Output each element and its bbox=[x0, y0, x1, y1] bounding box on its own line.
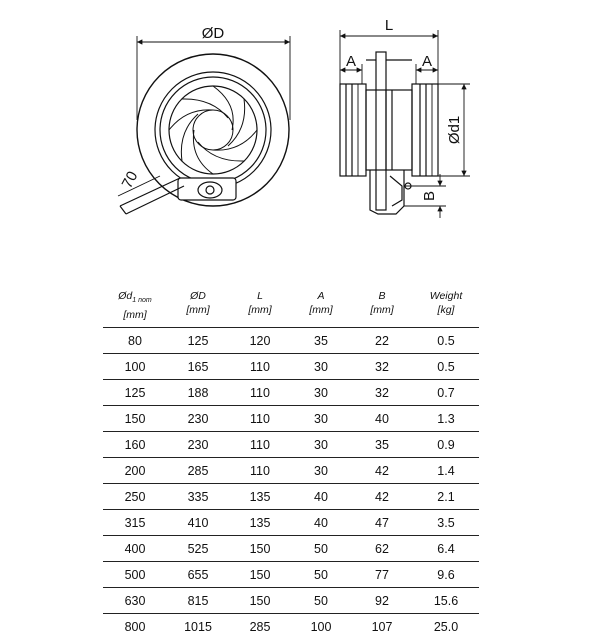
table-cell: 42 bbox=[351, 458, 413, 484]
table-cell: 285 bbox=[229, 614, 291, 639]
table-cell: 100 bbox=[103, 354, 167, 380]
column-header-name: Ød bbox=[118, 290, 132, 302]
table-row bbox=[103, 484, 479, 510]
table-cell: 188 bbox=[167, 380, 229, 406]
side-adjuster bbox=[370, 170, 404, 214]
table-row bbox=[103, 614, 479, 639]
table-cell: 120 bbox=[229, 328, 291, 354]
table-cell: 525 bbox=[167, 536, 229, 562]
column-header-name: ØD bbox=[190, 290, 206, 302]
table-row bbox=[103, 510, 479, 536]
table-cell: 2.1 bbox=[413, 484, 479, 510]
column-header-unit: [kg] bbox=[413, 303, 479, 317]
table-cell: 62 bbox=[351, 536, 413, 562]
table-body bbox=[103, 328, 479, 639]
table-cell: 110 bbox=[229, 354, 291, 380]
table-cell: 150 bbox=[229, 588, 291, 614]
table-cell: 230 bbox=[167, 432, 229, 458]
table-cell: 110 bbox=[229, 380, 291, 406]
table-cell: 655 bbox=[167, 562, 229, 588]
table-cell: 3.5 bbox=[413, 510, 479, 536]
edge-a-right-label: A bbox=[422, 53, 432, 70]
table-cell: 9.6 bbox=[413, 562, 479, 588]
table-cell: 1015 bbox=[167, 614, 229, 639]
table-cell: 30 bbox=[291, 432, 351, 458]
table-cell: 200 bbox=[103, 458, 167, 484]
table-cell: 77 bbox=[351, 562, 413, 588]
table-cell: 315 bbox=[103, 510, 167, 536]
column-header-name: B bbox=[378, 290, 385, 302]
table-row bbox=[103, 432, 479, 458]
table-row bbox=[103, 536, 479, 562]
table-row bbox=[103, 354, 479, 380]
table-row bbox=[103, 562, 479, 588]
column-header bbox=[229, 287, 291, 328]
table-cell: 6.4 bbox=[413, 536, 479, 562]
table-cell: 285 bbox=[167, 458, 229, 484]
table-cell: 30 bbox=[291, 380, 351, 406]
table-cell: 400 bbox=[103, 536, 167, 562]
column-header-unit: [mm] bbox=[167, 303, 229, 317]
table-cell: 0.5 bbox=[413, 354, 479, 380]
table-cell: 0.9 bbox=[413, 432, 479, 458]
column-header-unit: [mm] bbox=[103, 308, 167, 322]
table-cell: 125 bbox=[167, 328, 229, 354]
inner-collar bbox=[155, 72, 271, 188]
table-cell: 0.5 bbox=[413, 328, 479, 354]
table-row bbox=[103, 328, 479, 354]
table-cell: 25.0 bbox=[413, 614, 479, 639]
table-cell: 50 bbox=[291, 562, 351, 588]
table-cell: 110 bbox=[229, 406, 291, 432]
damper-body bbox=[366, 90, 412, 170]
table-cell: 150 bbox=[103, 406, 167, 432]
column-header bbox=[413, 287, 479, 328]
column-header-unit: [mm] bbox=[351, 303, 413, 317]
table-cell: 150 bbox=[229, 536, 291, 562]
table-cell: 47 bbox=[351, 510, 413, 536]
table-cell: 335 bbox=[167, 484, 229, 510]
length-label: L bbox=[385, 17, 393, 34]
table-cell: 15.6 bbox=[413, 588, 479, 614]
table-row bbox=[103, 588, 479, 614]
table-cell: 30 bbox=[291, 406, 351, 432]
table-cell: 107 bbox=[351, 614, 413, 639]
left-spigot bbox=[340, 84, 366, 176]
column-header bbox=[351, 287, 413, 328]
column-header-name: Weight bbox=[430, 290, 463, 302]
table-cell: 32 bbox=[351, 354, 413, 380]
column-header bbox=[291, 287, 351, 328]
table-cell: 35 bbox=[351, 432, 413, 458]
table-cell: 250 bbox=[103, 484, 167, 510]
outer-diameter-label: ØD bbox=[202, 25, 225, 42]
column-header-subscript: 1 nom bbox=[132, 297, 151, 304]
table-cell: 40 bbox=[291, 510, 351, 536]
edge-a-left-label: A bbox=[346, 53, 356, 70]
table-cell: 42 bbox=[351, 484, 413, 510]
table-cell: 50 bbox=[291, 588, 351, 614]
column-header-name: A bbox=[317, 290, 324, 302]
table-cell: 92 bbox=[351, 588, 413, 614]
column-header bbox=[167, 287, 229, 328]
inner-diameter-label: Ød1 bbox=[446, 116, 463, 144]
column-header bbox=[103, 287, 167, 328]
table-cell: 135 bbox=[229, 510, 291, 536]
table-cell: 80 bbox=[103, 328, 167, 354]
column-header-name: L bbox=[257, 290, 263, 302]
column-header-unit: [mm] bbox=[291, 303, 351, 317]
table-cell: 110 bbox=[229, 458, 291, 484]
table-cell: 40 bbox=[291, 484, 351, 510]
table-cell: 160 bbox=[103, 432, 167, 458]
column-header-unit: [mm] bbox=[229, 303, 291, 317]
table-row bbox=[103, 380, 479, 406]
table-cell: 125 bbox=[103, 380, 167, 406]
header-row bbox=[103, 287, 479, 328]
table-cell: 40 bbox=[351, 406, 413, 432]
table-cell: 135 bbox=[229, 484, 291, 510]
lever-length-label: 70 bbox=[119, 169, 142, 192]
table-cell: 500 bbox=[103, 562, 167, 588]
table-cell: 815 bbox=[167, 588, 229, 614]
adjuster-nut bbox=[198, 182, 222, 198]
table-cell: 410 bbox=[167, 510, 229, 536]
table-cell: 30 bbox=[291, 354, 351, 380]
table-row bbox=[103, 458, 479, 484]
front-view bbox=[118, 36, 290, 214]
table-cell: 1.4 bbox=[413, 458, 479, 484]
iris-blades bbox=[169, 86, 257, 174]
table-cell: 110 bbox=[229, 432, 291, 458]
table-cell: 150 bbox=[229, 562, 291, 588]
height-b-label: B bbox=[421, 191, 438, 201]
table-cell: 0.7 bbox=[413, 380, 479, 406]
table-cell: 1.3 bbox=[413, 406, 479, 432]
table-cell: 800 bbox=[103, 614, 167, 639]
table-cell: 35 bbox=[291, 328, 351, 354]
table-cell: 30 bbox=[291, 458, 351, 484]
right-spigot bbox=[412, 84, 438, 176]
flange-plate bbox=[376, 52, 386, 210]
table-cell: 230 bbox=[167, 406, 229, 432]
table-cell: 50 bbox=[291, 536, 351, 562]
dimensions-table bbox=[103, 287, 479, 639]
table-row bbox=[103, 406, 479, 432]
technical-drawing bbox=[0, 0, 590, 260]
table-cell: 32 bbox=[351, 380, 413, 406]
table-cell: 165 bbox=[167, 354, 229, 380]
table-header bbox=[103, 287, 479, 328]
table-cell: 22 bbox=[351, 328, 413, 354]
table-cell: 630 bbox=[103, 588, 167, 614]
table-cell: 100 bbox=[291, 614, 351, 639]
